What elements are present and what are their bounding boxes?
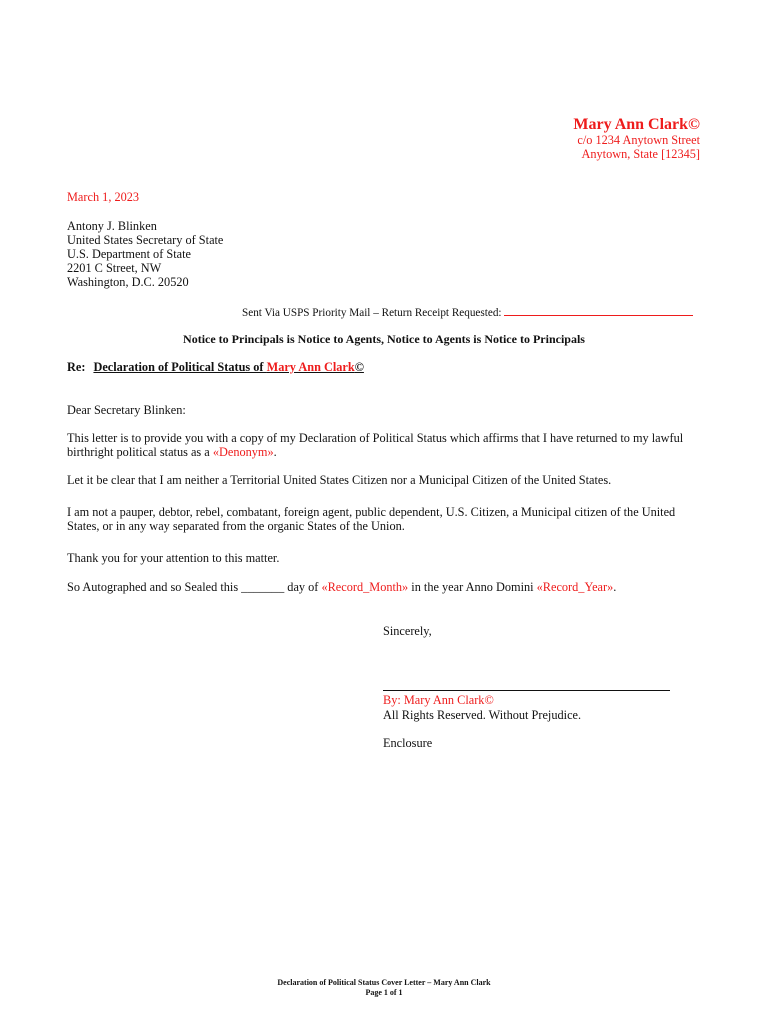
denonym-field: «Denonym» xyxy=(212,445,274,459)
re-subject-prefix: Declaration of Political Status of xyxy=(93,360,267,374)
receipt-number-blank xyxy=(504,305,693,316)
re-subject-suffix: © xyxy=(354,360,364,374)
paragraph-1-end: . xyxy=(273,445,277,459)
recipient-name: Antony J. Blinken xyxy=(67,219,157,233)
paragraph-1 xyxy=(67,431,697,459)
record-year-field: «Record_Year» xyxy=(536,580,614,594)
recipient-title: United States Secretary of State xyxy=(67,233,224,247)
rights-reserved: All Rights Reserved. Without Prejudice. xyxy=(383,708,582,722)
signature-line xyxy=(383,690,670,691)
sent-via-text: Sent Via USPS Priority Mail – Return Receipt Requested: xyxy=(242,307,502,319)
paragraph-5-text-a: So Autographed and so Sealed this _______ day of xyxy=(67,580,322,594)
paragraph-2: Let it be clear that I am neither a Territorial United States Citizen nor a Municipal Citizen of the United States. xyxy=(67,473,612,487)
paragraph-1-text: This letter is to provide you with a copy of my Declaration of Political Status which affirms that I have returned to my lawful birthright political status as a xyxy=(67,431,684,459)
sender-name: Mary Ann Clark© xyxy=(573,116,700,133)
sender-address-line2: Anytown, State [12345] xyxy=(581,147,700,161)
footer-title: Declaration of Political Status Cover Letter – Mary Ann Clark xyxy=(277,978,491,987)
re-label: Re: xyxy=(67,360,86,374)
enclosure-label: Enclosure xyxy=(383,736,433,750)
signature-by: By: Mary Ann Clark© xyxy=(383,693,494,707)
recipient-street: 2201 C Street, NW xyxy=(67,261,162,275)
paragraph-5-end: . xyxy=(613,580,617,594)
recipient-address xyxy=(67,219,223,289)
paragraph-4: Thank you for your attention to this matter. xyxy=(67,551,280,565)
record-month-field: «Record_Month» xyxy=(321,580,409,594)
re-line xyxy=(67,360,364,374)
paragraph-5 xyxy=(67,580,697,594)
letter-date: March 1, 2023 xyxy=(67,190,140,204)
sent-via-line xyxy=(242,305,693,320)
closing-sincerely: Sincerely, xyxy=(383,624,432,638)
salutation: Dear Secretary Blinken: xyxy=(67,403,186,417)
notice-heading: Notice to Principals is Notice to Agents, Notice to Agents is Notice to Principals xyxy=(183,332,585,346)
paragraph-5-text-b: in the year Anno Domini xyxy=(408,580,537,594)
sender-address-line1: c/o 1234 Anytown Street xyxy=(577,133,700,147)
footer-page-number: Page 1 of 1 xyxy=(365,988,403,997)
re-subject xyxy=(93,360,363,374)
recipient-city: Washington, D.C. 20520 xyxy=(67,275,189,289)
re-subject-name: Mary Ann Clark xyxy=(266,360,355,374)
recipient-department: U.S. Department of State xyxy=(67,247,191,261)
paragraph-3: I am not a pauper, debtor, rebel, combatant, foreign agent, public dependent, U.S. Citizen, a Municipal citizen of the United States, or in any way separated from the organic States of the Union. xyxy=(67,505,676,533)
